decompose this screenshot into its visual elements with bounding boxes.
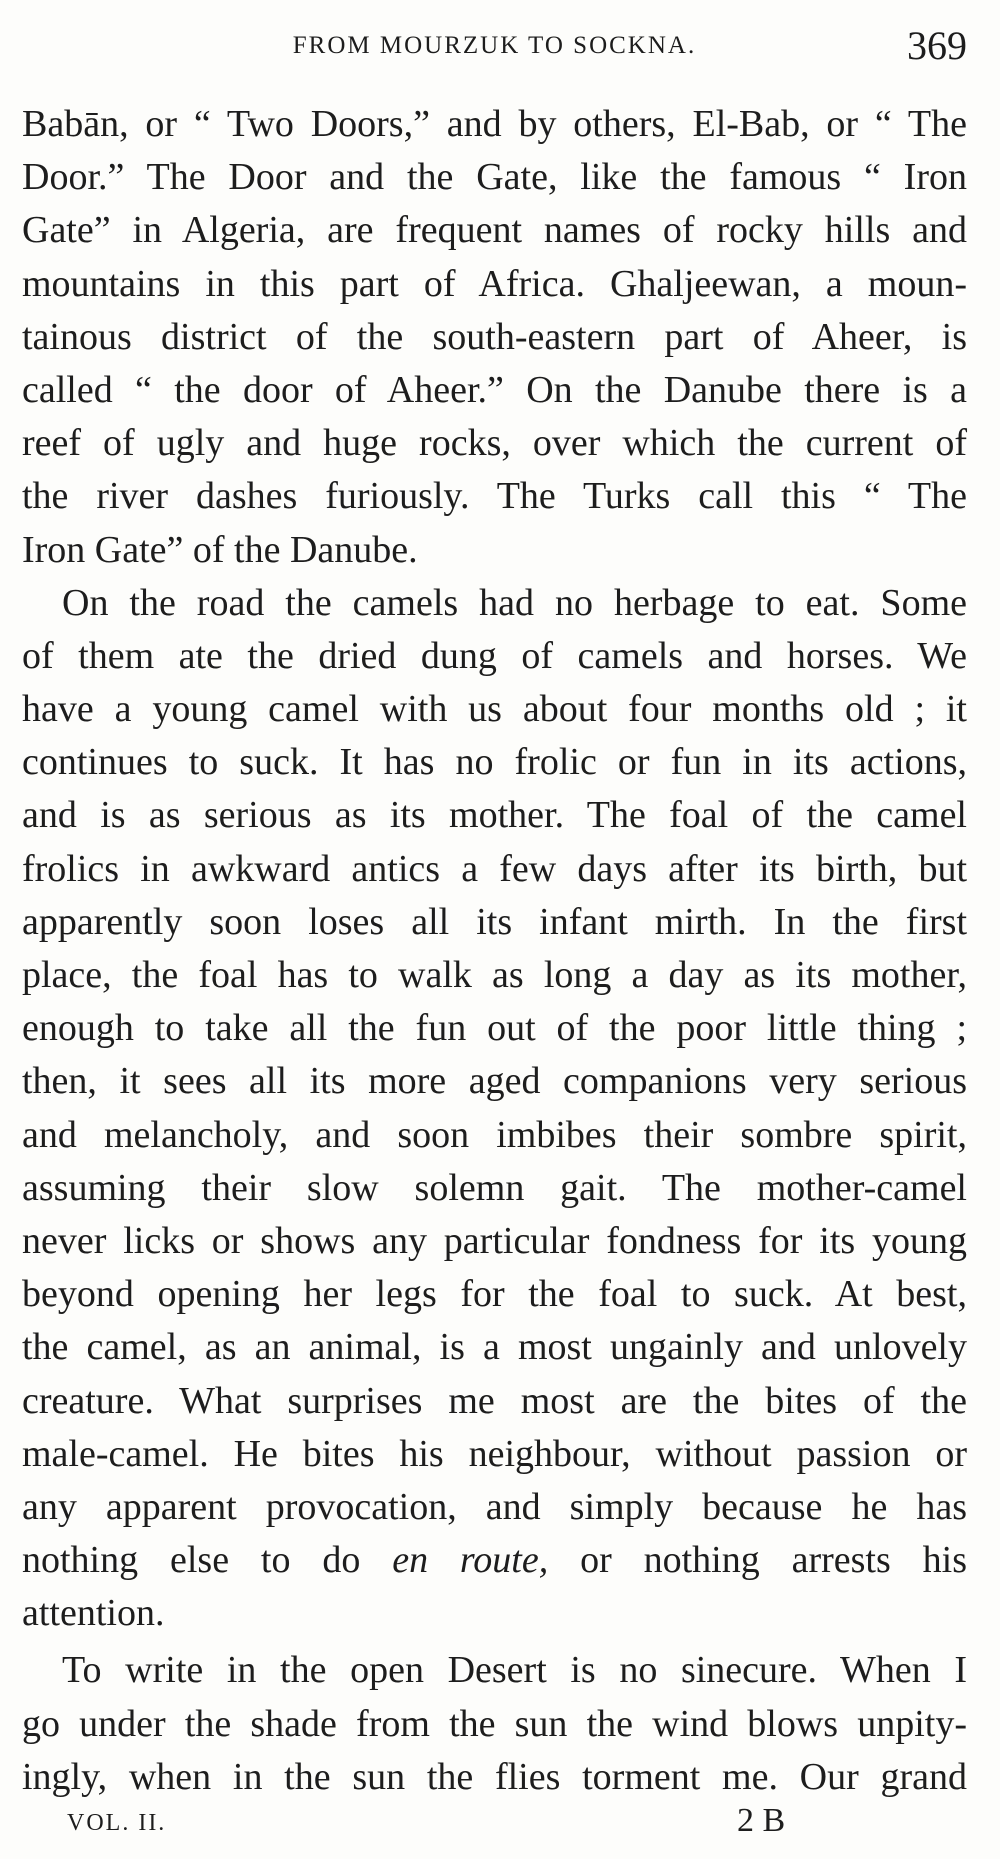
- running-head: [22, 18, 967, 68]
- text-line: reef of ugly and huge rocks, over which the current of: [22, 422, 967, 465]
- text-line: Door.” The Door and the Gate, like the famous “ Iron: [22, 156, 967, 199]
- text-line-with-italic: [22, 1534, 967, 1587]
- text-line: the camel, as an animal, is a most ungainly and unlovely: [22, 1326, 967, 1369]
- paragraph-3: [22, 1644, 967, 1804]
- text-line: the river dashes furiously. The Turks call this “ The: [22, 475, 967, 518]
- body-text: [22, 98, 967, 1804]
- text-line: apparently soon loses all its infant mirth. In the first: [22, 900, 967, 943]
- text-line: go under the shade from the sun the wind blows unpity-: [22, 1702, 967, 1745]
- paragraph-1: [22, 98, 967, 577]
- text-line: and is as serious as its mother. The foal of the camel: [22, 794, 967, 837]
- text-line: To write in the open Desert is no sinecure. When I: [62, 1649, 967, 1692]
- text-line: of them ate the dried dung of camels and horses. We: [22, 634, 967, 677]
- signature-mark: 2 B: [737, 1802, 786, 1839]
- italic-phrase: en route,: [392, 1539, 549, 1582]
- text-line: Babān, or “ Two Doors,” and by others, El-Bab, or “ The: [22, 103, 967, 145]
- page-number: 369: [907, 23, 967, 68]
- text-line: attention.: [22, 1592, 165, 1635]
- text-line: enough to take all the fun out of the poor little thing ;: [22, 1007, 967, 1050]
- page-footer: [22, 1802, 967, 1850]
- text-line: never licks or shows any particular fondness for its young: [22, 1219, 967, 1262]
- text-line: any apparent provocation, and simply because he has: [22, 1485, 967, 1528]
- text-line: male-camel. He bites his neighbour, without passion or: [22, 1432, 967, 1475]
- text-line: On the road the camels had no herbage to eat. Some: [62, 581, 967, 624]
- text-line: frolics in awkward antics a few days after its birth, but: [22, 847, 967, 890]
- line-end: or nothing arrests his: [548, 1539, 967, 1582]
- text-line: tainous district of the south-eastern part of Aheer, is: [22, 315, 967, 358]
- text-line: have a young camel with us about four months old ; it: [22, 688, 967, 731]
- text-line: called “ the door of Aheer.” On the Danube there is a: [22, 368, 967, 411]
- line-start: nothing else to do: [22, 1539, 393, 1582]
- paragraph-2: [22, 577, 967, 1641]
- text-line: and melancholy, and soon imbibes their sombre spirit,: [22, 1113, 967, 1156]
- text-line: mountains in this part of Africa. Ghaljeewan, a moun-: [22, 262, 967, 305]
- text-line: continues to suck. It has no frolic or fun in its actions,: [22, 741, 967, 784]
- volume-mark: VOL. II.: [67, 1810, 167, 1836]
- text-line: then, it sees all its more aged companions very serious: [22, 1060, 967, 1103]
- running-title: FROM MOURZUK TO SOCKNA.: [292, 32, 697, 59]
- text-line: beyond opening her legs for the foal to suck. At best,: [22, 1273, 967, 1316]
- text-line: ingly, when in the sun the flies torment me. Our grand: [22, 1755, 967, 1798]
- text-line: creature. What surprises me most are the bites of the: [22, 1379, 967, 1422]
- text-line: Iron Gate” of the Danube.: [22, 528, 418, 571]
- text-line: Gate” in Algeria, are frequent names of rocky hills and: [22, 209, 967, 252]
- text-line: place, the foal has to walk as long a day as its mother,: [22, 954, 967, 996]
- text-line: assuming their slow solemn gait. The mother-camel: [22, 1166, 967, 1209]
